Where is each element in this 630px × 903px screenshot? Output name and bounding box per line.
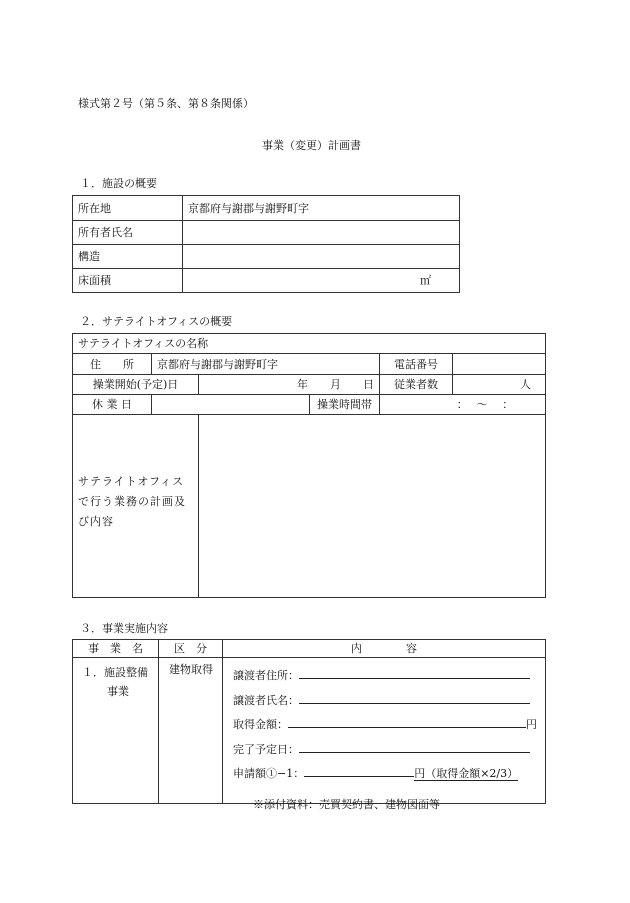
satellite-office-table	[72, 333, 546, 598]
location-label: 所在地	[73, 196, 183, 221]
application-amount-label: 申請額①−1：	[233, 767, 305, 780]
facility-overview-table	[72, 195, 460, 293]
acquisition-amount-label: 取得金額：	[233, 718, 288, 731]
transferor-address-line[interactable]	[299, 668, 530, 679]
application-amount-line[interactable]	[304, 766, 414, 777]
transferor-name-line[interactable]	[299, 693, 530, 704]
office-name-value[interactable]	[310, 334, 546, 354]
address-label: 住 所	[73, 354, 152, 375]
employees-value[interactable]	[453, 375, 546, 395]
section1-heading: １．施設の概要	[80, 177, 157, 190]
header-content: 内 容	[223, 640, 546, 658]
transferor-address-field[interactable]	[233, 668, 530, 683]
acquisition-amount-unit: 円	[526, 718, 537, 731]
section2-heading: ２．サテライトオフィスの概要	[80, 315, 233, 328]
location-value[interactable]: 京都府与謝郡与謝野町字	[183, 196, 460, 221]
holiday-label: 休 業 日	[73, 395, 152, 415]
structure-label: 構造	[73, 245, 183, 269]
employees-unit: 人	[520, 378, 532, 391]
acquisition-amount-field[interactable]	[233, 717, 537, 732]
transferor-name-label: 譲渡者氏名：	[233, 694, 299, 707]
phone-value[interactable]	[453, 354, 546, 375]
section3-heading: ３．事業実施内容	[80, 622, 168, 635]
hours-label: 操業時間帯	[310, 395, 380, 415]
business-plan-label-line3: び内容	[78, 515, 114, 528]
transferor-name-field[interactable]	[233, 693, 530, 708]
holiday-value[interactable]	[152, 395, 310, 415]
address-value[interactable]: 京都府与謝郡与謝野町字	[152, 354, 380, 375]
application-amount-unit: 円（取得金額×2/3）	[414, 767, 519, 780]
completion-date-field[interactable]	[233, 742, 530, 757]
business-plan-label-line2: で行う業務の計画及	[78, 495, 186, 508]
start-date-value[interactable]: 年 月 日	[199, 375, 380, 395]
floor-area-label: 床面積	[73, 269, 183, 293]
business-plan-label	[73, 415, 199, 598]
completion-date-line[interactable]	[299, 742, 530, 753]
header-project-name: 事 業 名	[73, 640, 159, 658]
owner-name-label: 所有者氏名	[73, 221, 183, 245]
transferor-address-label: 譲渡者住所：	[233, 669, 299, 682]
project-details-table	[72, 639, 546, 811]
form-label: 様式第２号（第５条、第８条関係）	[78, 97, 254, 110]
acquisition-amount-line[interactable]	[288, 717, 526, 728]
project-name-line1: １．施設整備	[82, 666, 148, 679]
phone-label: 電話番号	[380, 354, 453, 375]
business-plan-label-line1: サテライトオフィス	[78, 475, 185, 488]
business-plan-value[interactable]	[199, 415, 546, 598]
owner-name-value[interactable]	[183, 221, 460, 245]
project-name-cell	[73, 658, 159, 804]
category-cell: 建物取得	[159, 658, 223, 804]
hours-value[interactable]: ： 〜 ：	[380, 395, 546, 415]
header-category: 区 分	[159, 640, 223, 658]
floor-area-value[interactable]	[183, 269, 460, 293]
floor-area-unit: ㎡	[420, 274, 431, 287]
content-cell	[223, 658, 546, 811]
office-name-label: サテライトオフィスの名称	[73, 334, 310, 354]
document-title: 事業（変更）計画書	[262, 139, 361, 152]
start-date-label: 操業開始(予定)日	[73, 375, 199, 395]
project-name-line2: 事業	[107, 685, 129, 698]
application-amount-field[interactable]	[233, 766, 518, 781]
completion-date-label: 完了予定日：	[233, 743, 299, 756]
structure-value[interactable]	[183, 245, 460, 269]
attachment-note: ※添付資料：売買契約書、建物図面等	[253, 798, 440, 811]
employees-label: 従業者数	[380, 375, 453, 395]
